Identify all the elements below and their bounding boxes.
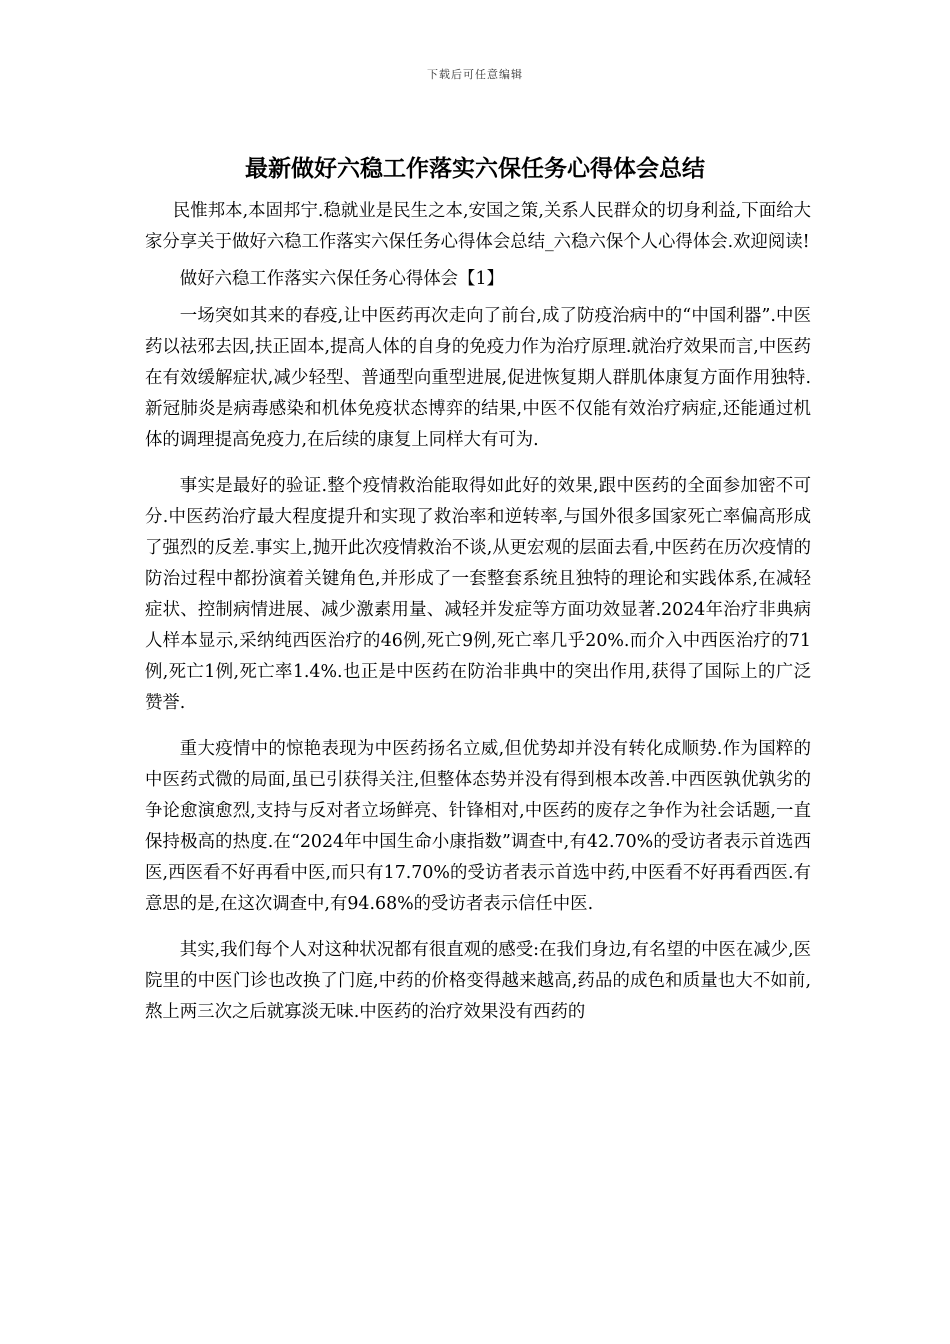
intro-paragraph: 民惟邦本,本固邦宁.稳就业是民生之本,安国之策,关系人民群众的切身利益,下面给大家分享关于做好六稳工作落实六保任务心得体会总结_六稳六保个人心得体会.欢迎阅读!: [145, 201, 811, 252]
body-paragraph-3: 重大疫情中的惊艳表现为中医药扬名立威,但优势却并没有转化成顺势.作为国粹的中医药式微的局面,虽已引获得关注,但整体态势并没有得到根本改善.中西医孰优孰劣的争论愈演愈烈,支持与反对者立场鲜亮、针锋相对,中医药的废存之争作为社会话题,一直保持极高的热度.在“2024年中国生命小康指数”调查中,有42.70%的受访者表示首选西医,西医看不好再看中医,而只有17.70%的受访者表示首选中药,中医看不好再看西医.有意思的是,在这次调查中,有94.68%的受访者表示信任中医.: [145, 739, 811, 914]
document-title: 最新做好六稳工作落实六保任务心得体会总结: [245, 156, 705, 182]
body-paragraph-2: 事实是最好的验证.整个疫情救治能取得如此好的效果,跟中医药的全面参加密不可分.中医药治疗最大程度提升和实现了救治率和逆转率,与国外很多国家死亡率偏高形成了强烈的反差.事实上,抛开此次疫情救治不谈,从更宏观的层面去看,中医药在历次疫情的防治过程中都扮演着关键角色,并形成了一套整套系统且独特的理论和实践体系,在减轻症状、控制病情进展、减少激素用量、减轻并发症等方面功效显著.2024年治疗非典病人样本显示,采纳纯西医治疗的46例,死亡9例,死亡率几乎20%.而介入中西医治疗的71例,死亡1例,死亡率1.4%.也正是中医药在防治非典中的突出作用,获得了国际上的广泛赞誉.: [145, 476, 811, 713]
header-note: 下载后可任意编辑: [427, 68, 523, 81]
section-heading: 做好六稳工作落实六保任务心得体会【1】: [179, 269, 504, 289]
body-paragraph-4: 其实,我们每个人对这种状况都有很直观的感受:在我们身边,有名望的中医在减少,医院里的中医门诊也改换了门庭,中药的价格变得越来越高,药品的成色和质量也大不如前,熬上两三次之后就寡淡无味.中医药的治疗效果没有西药的: [145, 940, 811, 1022]
document-body: [145, 196, 811, 1028]
body-paragraph-1: 一场突如其来的春疫,让中医药再次走向了前台,成了防疫治病中的“中国利器”.中医药以祛邪去因,扶正固本,提高人体的自身的免疫力作为治疗原理.就治疗效果而言,中医药在有效缓解症状,减少轻型、普通型向重型进展,促进恢复期人群肌体康复方面作用独特.新冠肺炎是病毒感染和机体免疫状态博弈的结果,中医不仅能有效治疗病症,还能通过机体的调理提高免疫力,在后续的康复上同样大有可为.: [145, 306, 811, 450]
